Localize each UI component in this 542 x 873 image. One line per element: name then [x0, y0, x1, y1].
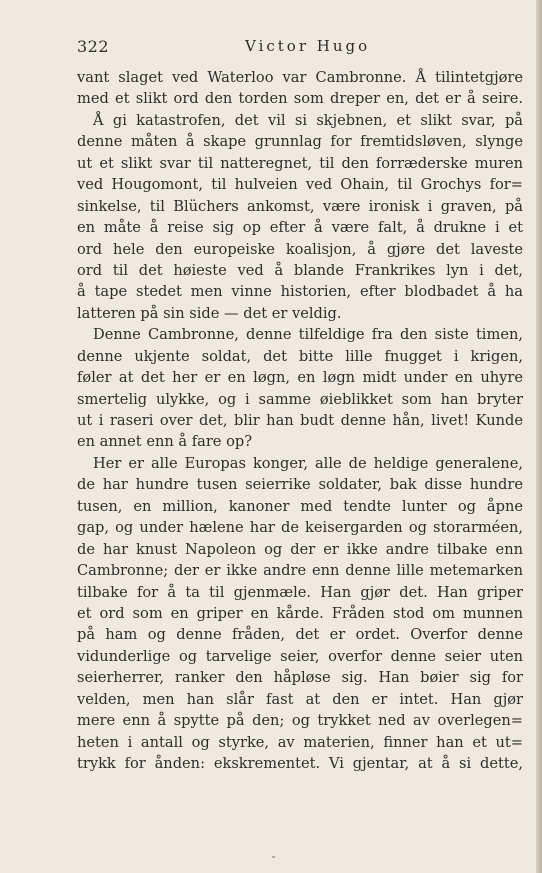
text-line: de har hundre tusen seierrike soldater, bak disse hundre — [77, 476, 523, 494]
text-line: å tape stedet men vinne historien, efter blodbadet å ha — [77, 283, 523, 301]
text-line: smertelig ulykke, og i samme øieblikket som han bryter — [77, 390, 523, 408]
text-line: heten i antall og styrke, av materien, finner han et ut= — [77, 733, 523, 751]
page-number: 322 — [77, 37, 110, 56]
body-text — [77, 67, 523, 774]
paragraph-first-line: Denne Cambronne, denne tilfeldige fra den siste timen, — [93, 326, 523, 344]
text-line: de har knust Napoleon og der er ikke andre tilbake enn — [77, 540, 523, 558]
text-line: gap, og under hælene har de keisergarden og storarméen, — [77, 519, 523, 537]
text-line: velden, men han slår fast at den er intet. Han gjør — [77, 690, 523, 708]
text-line: ut et slikt svar til natteregnet, til den forræderske muren — [77, 154, 523, 172]
paragraph-first-line: Her er alle Europas konger, alle de heldige generalene, — [93, 454, 523, 472]
paragraph-first-line: Å gi katastrofen, det vil si skjebnen, et slikt svar, på — [93, 111, 523, 129]
text-line: tusen, en million, kanoner med tendte lunter og åpne — [77, 497, 523, 515]
text-line: denne måten å skape grunnlag for fremtidsløven, slynge — [77, 133, 523, 151]
text-line: mere enn å spytte på den; og trykket ned av overlegen= — [77, 712, 523, 730]
text-line: føler at det her er en løgn, en løgn midt under en uhyre — [77, 369, 523, 387]
text-line: ut i raseri over det, blir han budt denne hån, livet! Kunde — [77, 412, 523, 429]
text-line: med et slikt ord den torden som dreper en, det er å seire. — [77, 90, 523, 108]
text-line: på ham og denne fråden, det er ordet. Overfor denne — [77, 626, 523, 644]
text-line: ord til det høieste ved å blande Frankrikes lyn i det, — [77, 261, 523, 279]
paragraph-last-line: en annet enn å fare op? — [77, 433, 253, 451]
page-edge-shadow — [536, 0, 542, 873]
text-line: denne ukjente soldat, det bitte lille fnugget i krigen, — [77, 347, 523, 365]
running-title: Victor Hugo — [245, 37, 371, 55]
paragraph-last-line: latteren på sin side — det er veldig. — [77, 304, 342, 322]
paper-speck — [272, 856, 275, 858]
text-line: vidunderlige og tarvelige seier, overfor denne seier uten — [77, 647, 523, 665]
text-line: vant slaget ved Waterloo var Cambronne. Å tilintetgjøre — [77, 69, 523, 86]
text-line: trykk for ånden: ekskrementet. Vi gjentar, at å si dette, — [77, 755, 523, 772]
text-line: et ord som en griper en kårde. Fråden stod om munnen — [77, 604, 523, 622]
text-line: Cambronne; der er ikke andre enn denne lille metemarken — [77, 562, 523, 580]
text-line: sinkelse, til Blüchers ankomst, være ironisk i graven, på — [77, 197, 523, 215]
running-head — [77, 37, 515, 59]
text-line: tilbake for å ta til gjenmæle. Han gjør det. Han griper — [77, 583, 523, 601]
text-line: en måte å reise sig op efter å være falt, å drukne i et — [77, 219, 523, 237]
text-line: ved Hougomont, til hulveien ved Ohain, til Grochys for= — [77, 176, 523, 194]
text-line: ord hele den europeiske koalisjon, å gjøre det laveste — [77, 240, 523, 258]
text-line: seierherrer, ranker den håpløse sig. Han bøier sig for — [77, 669, 523, 687]
